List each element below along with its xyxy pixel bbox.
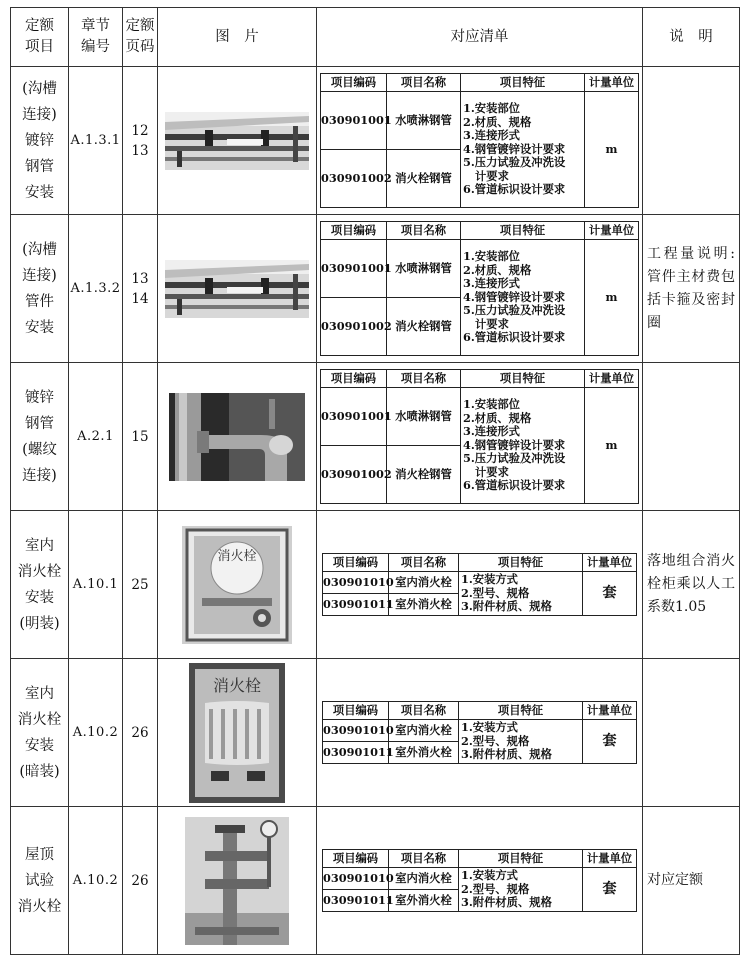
chapter-no-cell: A.1.3.2: [69, 215, 123, 363]
table-row: [11, 67, 740, 215]
quota-page-cell: [123, 363, 158, 511]
photo-cell: [158, 215, 317, 363]
quota-item-line: 屋顶: [25, 846, 54, 863]
pipe-photo: [165, 260, 309, 318]
quota-page-number: 25: [131, 576, 149, 593]
feature-line: 3.附件材质、规格: [461, 747, 552, 762]
bill-subtable: [322, 553, 637, 616]
quota-item-cell: [11, 215, 69, 363]
quota-item-line: 钢管: [25, 158, 54, 175]
sub-header-code: 项目编码: [321, 74, 387, 92]
feature-line: 3.连接形式: [463, 276, 520, 291]
bill-subtable: [320, 221, 639, 356]
table-row: [11, 511, 740, 659]
chapter-no-cell: A.1.3.1: [69, 67, 123, 215]
feature-line: 1.安装部位: [463, 100, 520, 115]
quota-item-line: 连接): [22, 106, 57, 123]
quota-item-line: 连接): [22, 267, 57, 284]
sub-header-feature: 项目特征: [459, 554, 583, 572]
photo-cell: [158, 363, 317, 511]
photo-cell: [158, 807, 317, 955]
item-features: [461, 240, 585, 356]
bill-list-cell: [317, 511, 643, 659]
quota-table: [10, 7, 740, 955]
quota-item-line: (沟槽: [22, 80, 57, 97]
bill-subtable: [322, 849, 637, 912]
feature-line: 1.安装部位: [463, 396, 520, 411]
item-name: 室内消火栓: [389, 868, 459, 890]
sub-header-unit: 计量单位: [583, 702, 637, 720]
quota-item-line: 连接): [22, 467, 57, 484]
sub-header-name: 项目名称: [387, 222, 461, 240]
item-code: 030901010: [323, 868, 389, 890]
feature-line: 6.管道标识设计要求: [463, 330, 566, 345]
item-code: 030901011: [323, 594, 389, 616]
bill-subtable: [320, 73, 639, 208]
quota-page-cell: [123, 511, 158, 659]
sub-header-unit: 计量单位: [583, 554, 637, 572]
item-features: [459, 868, 583, 912]
threaded-pipe-photo: [169, 393, 305, 481]
note-cell: 对应定额: [643, 807, 740, 955]
item-unit: 套: [583, 868, 637, 912]
note-cell: [643, 67, 740, 215]
quota-item-line: 安装: [25, 589, 54, 606]
quota-page-number: 26: [131, 872, 149, 889]
bill-list-cell: [317, 807, 643, 955]
quota-page-number: 14: [131, 290, 149, 307]
quota-page-cell: [123, 807, 158, 955]
bill-subtable: [322, 701, 637, 764]
header-row: [11, 8, 740, 67]
feature-line: 2.型号、规格: [461, 733, 530, 748]
item-name: 消火栓钢管: [387, 150, 461, 208]
header-quota-item: 定额 项目: [11, 8, 69, 67]
item-name: 室外消火栓: [389, 594, 459, 616]
sub-header-feature: 项目特征: [461, 222, 585, 240]
table-row: [11, 659, 740, 807]
note-cell: 落地组合消火栓柜乘以人工系数1.05: [643, 511, 740, 659]
table-row: [11, 807, 740, 955]
item-code: 030901011: [323, 742, 389, 764]
sub-header-unit: 计量单位: [585, 222, 639, 240]
sub-header-code: 项目编码: [321, 222, 387, 240]
item-features: [459, 720, 583, 764]
feature-line: 3.连接形式: [463, 128, 520, 143]
quota-item-line: 室内: [25, 537, 54, 554]
feature-line: 计要求: [475, 316, 509, 331]
hydrant-recessed-photo: [189, 663, 285, 803]
note-cell: [643, 659, 740, 807]
item-name: 消火栓钢管: [387, 446, 461, 504]
item-name: 室内消火栓: [389, 720, 459, 742]
quota-item-line: 消火栓: [17, 898, 62, 915]
chapter-no-cell: A.10.2: [69, 659, 123, 807]
sub-header-unit: 计量单位: [585, 74, 639, 92]
quota-page-cell: [123, 67, 158, 215]
feature-line: 2.材质、规格: [463, 410, 532, 425]
sub-header-code: 项目编码: [323, 850, 389, 868]
quota-item-line: 镀锌: [25, 389, 54, 406]
header-quota-page: 定额 页码: [123, 8, 158, 67]
header-photo: 图 片: [158, 8, 317, 67]
feature-line: 6.管道标识设计要求: [463, 182, 566, 197]
sub-header-code: 项目编码: [323, 702, 389, 720]
sub-header-name: 项目名称: [387, 74, 461, 92]
feature-line: 3.连接形式: [463, 424, 520, 439]
photo-label: 消火栓: [217, 548, 257, 564]
quota-item-cell: [11, 363, 69, 511]
header-chapter-no: 章节 编号: [69, 8, 123, 67]
feature-line: 计要求: [475, 464, 509, 479]
feature-line: 2.型号、规格: [461, 585, 530, 600]
item-unit: 套: [583, 720, 637, 764]
quota-item-line: 室内: [25, 685, 54, 702]
photo-label: 消火栓: [212, 675, 262, 695]
feature-line: 4.钢管镀锌设计要求: [463, 289, 566, 304]
feature-line: 2.材质、规格: [463, 114, 532, 129]
feature-line: 3.附件材质、规格: [461, 895, 552, 910]
item-code: 030901002: [321, 298, 387, 356]
quota-item-line: 试验: [25, 872, 54, 889]
sub-header-unit: 计量单位: [585, 370, 639, 388]
bill-list-cell: [317, 215, 643, 363]
feature-line: 1.安装方式: [461, 720, 518, 735]
sub-header-name: 项目名称: [389, 850, 459, 868]
item-code: 030901010: [323, 572, 389, 594]
header-bill-list: 对应清单: [317, 8, 643, 67]
quota-item-line: (明装): [19, 615, 60, 632]
feature-line: 6.管道标识设计要求: [463, 478, 566, 493]
quota-item-line: 管件: [25, 293, 54, 310]
item-name: 室内消火栓: [389, 572, 459, 594]
note-cell: [643, 363, 740, 511]
pipe-photo: [165, 112, 309, 170]
item-name: 水喷淋钢管: [387, 92, 461, 150]
roof-test-hydrant-photo: [185, 817, 289, 945]
item-code: 030901001: [321, 240, 387, 298]
feature-line: 5.压力试验及冲洗设: [463, 303, 566, 318]
feature-line: 1.安装方式: [461, 572, 518, 587]
quota-item-line: 安装: [25, 737, 54, 754]
quota-page-number: 12: [131, 122, 149, 139]
bill-subtable: [320, 369, 639, 504]
quota-item-cell: [11, 659, 69, 807]
hydrant-box-photo: [182, 526, 292, 644]
feature-line: 1.安装部位: [463, 248, 520, 263]
feature-line: 1.安装方式: [461, 868, 518, 883]
sub-header-name: 项目名称: [389, 702, 459, 720]
quota-item-line: 安装: [25, 319, 54, 336]
chapter-no-cell: A.10.2: [69, 807, 123, 955]
quota-page-cell: [123, 659, 158, 807]
sub-header-name: 项目名称: [389, 554, 459, 572]
item-code: 030901002: [321, 446, 387, 504]
feature-line: 2.型号、规格: [461, 881, 530, 896]
quota-item-line: (暗装): [19, 763, 60, 780]
sub-header-feature: 项目特征: [459, 702, 583, 720]
photo-cell: [158, 511, 317, 659]
header-note: 说 明: [643, 8, 740, 67]
bill-list-cell: [317, 659, 643, 807]
quota-item-line: 消火栓: [17, 711, 62, 728]
feature-line: 2.材质、规格: [463, 262, 532, 277]
feature-line: 4.钢管镀锌设计要求: [463, 437, 566, 452]
item-unit: m: [585, 388, 639, 504]
quota-page-number: 13: [131, 270, 149, 287]
item-name: 水喷淋钢管: [387, 240, 461, 298]
item-code: 030901002: [321, 150, 387, 208]
quota-item-line: 安装: [25, 184, 54, 201]
item-unit: 套: [583, 572, 637, 616]
feature-line: 4.钢管镀锌设计要求: [463, 141, 566, 156]
sub-header-code: 项目编码: [321, 370, 387, 388]
item-name: 室外消火栓: [389, 742, 459, 764]
feature-line: 3.附件材质、规格: [461, 599, 552, 614]
item-features: [461, 92, 585, 208]
item-features: [461, 388, 585, 504]
item-unit: m: [585, 92, 639, 208]
quota-item-line: (螺纹: [22, 441, 57, 458]
quota-page-number: 13: [131, 142, 149, 159]
quota-item-line: 消火栓: [17, 563, 62, 580]
quota-item-cell: [11, 67, 69, 215]
chapter-no-cell: A.10.1: [69, 511, 123, 659]
quota-item-line: 镀锌: [25, 132, 54, 149]
bill-list-cell: [317, 363, 643, 511]
item-code: 030901001: [321, 92, 387, 150]
sub-header-feature: 项目特征: [461, 74, 585, 92]
feature-line: 计要求: [475, 168, 509, 183]
bill-list-cell: [317, 67, 643, 215]
table-row: [11, 363, 740, 511]
item-name: 室外消火栓: [389, 890, 459, 912]
quota-item-line: 钢管: [25, 415, 54, 432]
sub-header-unit: 计量单位: [583, 850, 637, 868]
feature-line: 5.压力试验及冲洗设: [463, 451, 566, 466]
photo-cell: [158, 67, 317, 215]
quota-page-number: 15: [131, 428, 149, 445]
sub-header-feature: 项目特征: [459, 850, 583, 868]
sub-header-code: 项目编码: [323, 554, 389, 572]
sub-header-name: 项目名称: [387, 370, 461, 388]
table-row: [11, 215, 740, 363]
quota-item-line: (沟槽: [22, 241, 57, 258]
item-code: 030901001: [321, 388, 387, 446]
item-features: [459, 572, 583, 616]
item-code: 030901011: [323, 890, 389, 912]
quota-page-cell: [123, 215, 158, 363]
quota-page-number: 26: [131, 724, 149, 741]
item-code: 030901010: [323, 720, 389, 742]
chapter-no-cell: A.2.1: [69, 363, 123, 511]
item-name: 消火栓钢管: [387, 298, 461, 356]
note-cell: 工程量说明:管件主材费包括卡箍及密封圈: [643, 215, 740, 363]
photo-cell: [158, 659, 317, 807]
item-name: 水喷淋钢管: [387, 388, 461, 446]
item-unit: m: [585, 240, 639, 356]
quota-item-cell: [11, 511, 69, 659]
feature-line: 5.压力试验及冲洗设: [463, 155, 566, 170]
quota-item-cell: [11, 807, 69, 955]
sub-header-feature: 项目特征: [461, 370, 585, 388]
